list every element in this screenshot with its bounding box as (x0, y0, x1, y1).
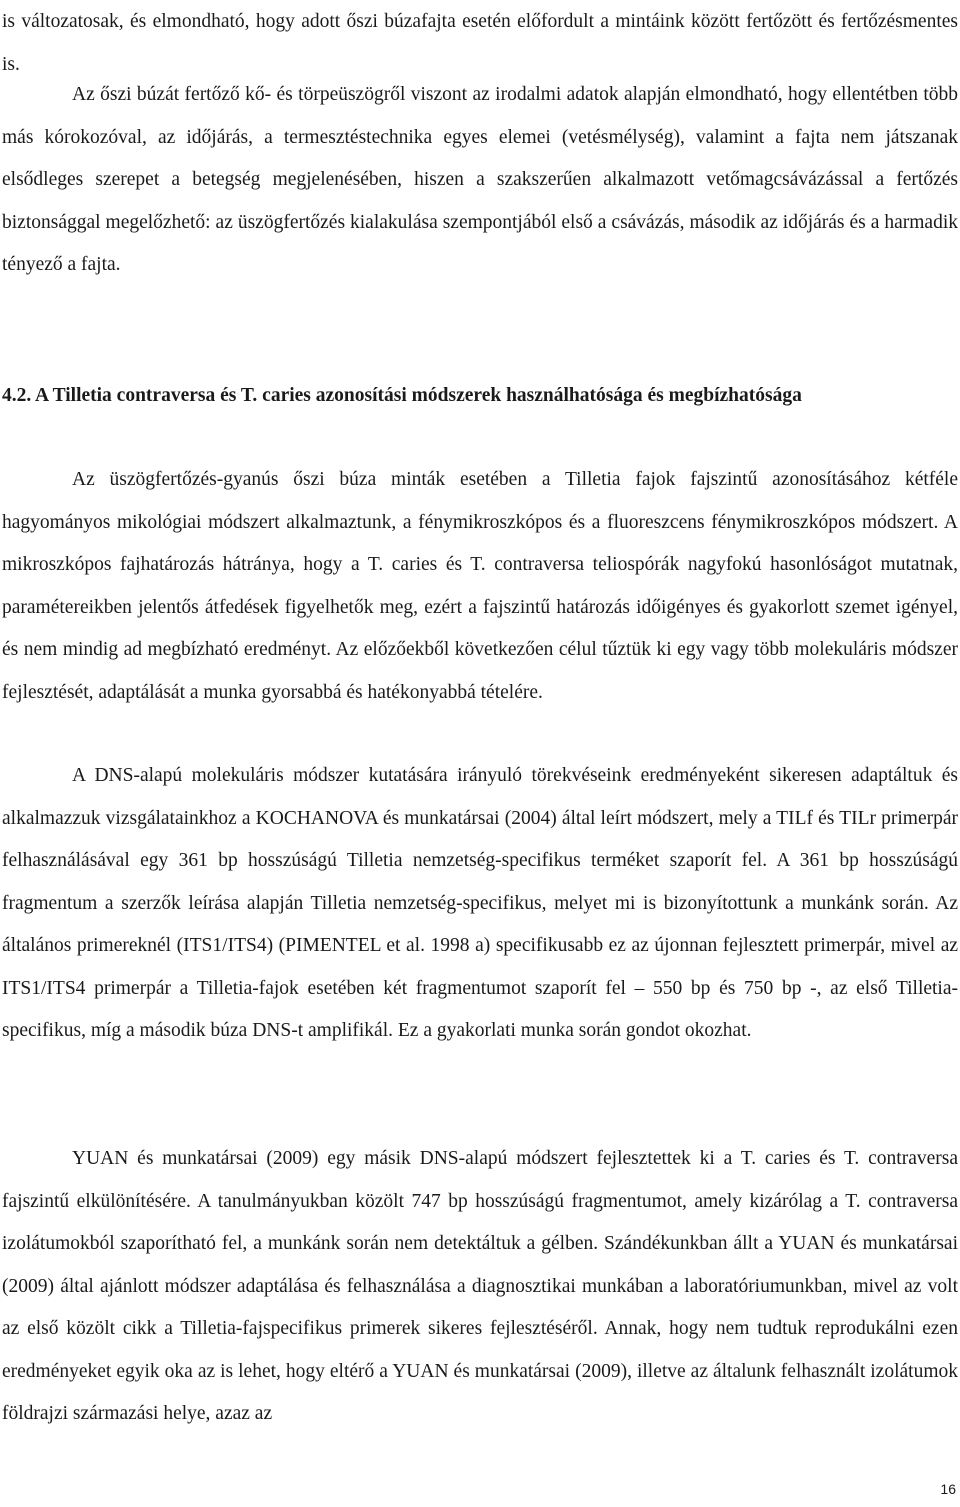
paragraph-continuation: is változatosak, és elmondható, hogy adott őszi búzafajta esetén előfordult a mintáink között fertőzött és fertőzésmentes is. (2, 11, 958, 75)
paragraph-microscopy: Az üszögfertőzés-gyanús őszi búza minták esetében a Tilletia fajok fajszintű azonosításához kétféle hagyományos mikológiai módszert alkalmaztunk, a fénymikroszkópos és a fluoreszcens fénymikroszkópos módszert. A mikroszkópos fajhatározás hátránya, hogy a T. caries és T. contraversa teliospórák nagyfokú hasonlóságot mutatnak, paramétereikben jelentős átfedések figyelhetők meg, ezért a fajszintű határozás időigényes és gyakorlott szemet igényel, és nem mindig ad megbízható eredményt. Az előzőekből következően célul tűztük ki egy vagy több molekuláris módszer fejlesztését, adaptálását a munka gyorsabbá és hatékonyabbá tételére. (2, 469, 958, 703)
paragraph-wheat-bunt: Az őszi búzát fertőző kő- és törpeüszögről viszont az irodalmi adatok alapján elmondható, hogy ellentétben több más kórokozóval, az időjárás, a termesztéstechnika egyes elemei (vetésmélység), valamint a fajta nem játszanak elsődleges szerepet a betegség megjelenésében, hiszen a szakszerűen alkalmazott vetőmagcsávázással a fertőzés biztonsággal megelőzhető: az üszögfertőzés kialakulása szempontjából első a csávázás, második az időjárás és a harmadik tényező a fajta. (2, 84, 958, 275)
paragraph-dna-method: A DNS-alapú molekuláris módszer kutatására irányuló törekvéseink eredményeként sikeresen adaptáltuk és alkalmazzuk vizsgálatainkhoz a KOCHANOVA és munkatársai (2004) által leírt módszert, mely a TILf és TILr primerpár felhasználásával egy 361 bp hosszúságú Tilletia nemzetség-specifikus terméket szaporít fel. A 361 bp hosszúságú fragmentum a szerzők leírása alapján Tilletia nemzetség-specifikus, melyet mi is bizonyítottunk a munkánk során. Az általános primereknél (ITS1/ITS4) (PIMENTEL et al. 1998 a) specifikusabb ez az újonnan fejlesztett primerpár, mivel az ITS1/ITS4 primerpár a Tilletia-fajok esetében két fragmentumot szaporít fel – 550 bp és 750 bp -, az első Tilletia-specifikus, míg a második búza DNS-t amplifikál. Ez a gyakorlati munka során gondot okozhat. (2, 765, 958, 1041)
section-heading: 4.2. A Tilletia contraversa és T. caries azonosítási módszerek használhatósága és megbízhatósága (2, 385, 802, 406)
page-number: 16 (940, 1481, 956, 1497)
paragraph-yuan-method: YUAN és munkatársai (2009) egy másik DNS-alapú módszert fejlesztettek ki a T. caries és T. contraversa fajszintű elkülönítésére. A tanulmányukban közölt 747 bp hosszúságú fragmentumot, amely kizárólag a T. contraversa izolátumokból szaporítható fel, a munkánk során nem detektáltuk a gélben. Szándékunkban állt a YUAN és munkatársai (2009) által ajánlott módszer adaptálása és felhasználása a diagnosztikai munkában a laboratóriumunkban, mivel az volt az első közölt cikk a Tilletia-fajspecifikus primerek sikeres fejlesztéséről. Annak, hogy nem tudtuk reprodukálni ezen eredményeket egyik oka az is lehet, hogy eltérő a YUAN és munkatársai (2009), illetve az általunk felhasznált izolátumok földrajzi származási helye, azaz az (2, 1148, 958, 1424)
